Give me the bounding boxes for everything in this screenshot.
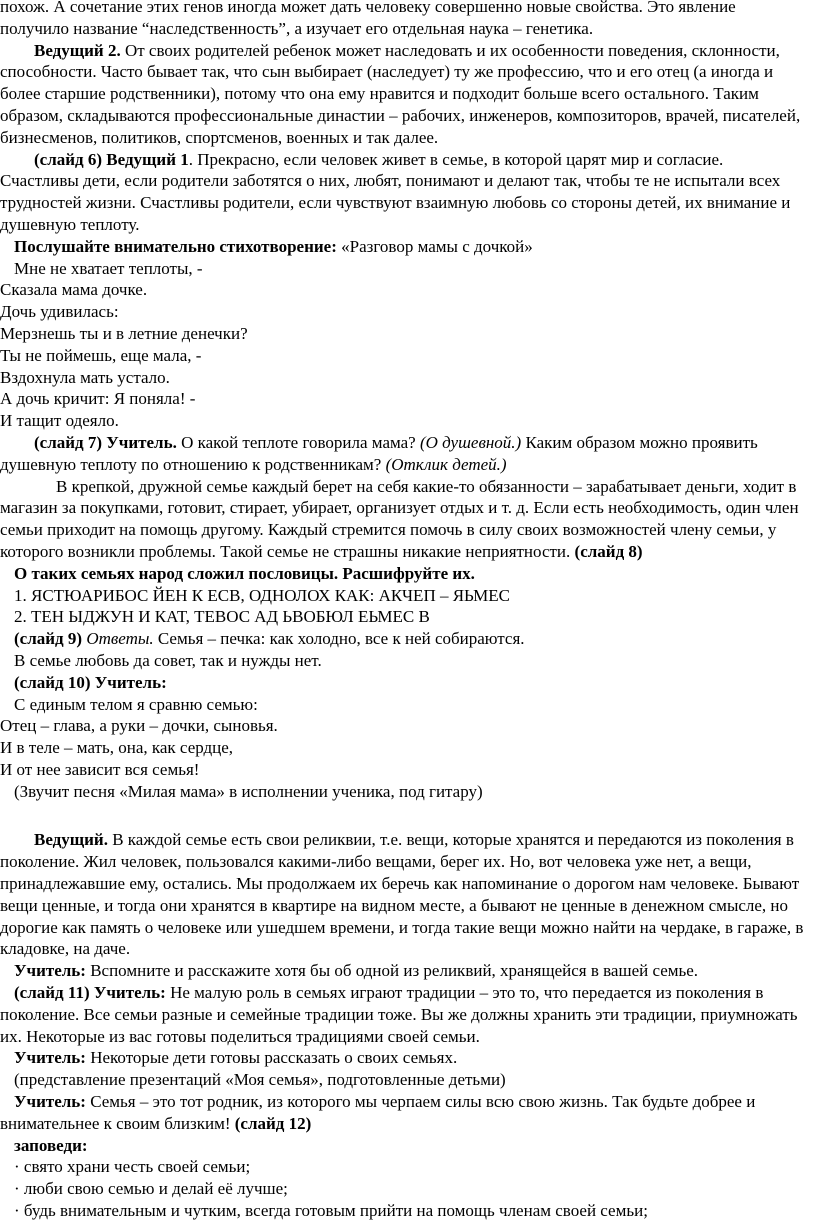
paragraph-family-duties: [0, 476, 816, 563]
paragraph-teacher-relics: [0, 960, 816, 982]
poem-line: Дочь удивилась:: [0, 302, 119, 322]
verse-line: И в теле – мать, она, как сердце,: [0, 738, 234, 758]
stage-direction: (Звучит песня «Милая мама» в исполнении ученика, под гитару): [14, 781, 483, 801]
paragraph-text: Некоторые дети готовы рассказать о своих семьях.: [85, 1048, 458, 1068]
speaker-label: (слайд 7) Учитель.: [34, 432, 177, 452]
paragraph-genetics: [0, 0, 816, 40]
speaker-label: (слайд 6) Ведущий 1: [34, 149, 189, 169]
verse-line: Отец – глава, а руки – дочки, сыновья.: [0, 716, 278, 736]
paragraph-text: От своих родителей ребенок может наследовать и их особенности поведения, склонности, способности. Часто бывает так, что сын выбирает (наследует) ту же профессию, что и его отец (а иногда и более старшие родственники), потому что она ему нравится и подходит больше всего остального. Таким образом, складываются профессиональные династии – рабочих, инженеров, композиторов, врачей, писателей, бизнесменов, политиков, спортсменов, военных и так далее.: [0, 40, 801, 147]
paragraph-slide11: [0, 982, 816, 1047]
paragraph-poem-intro: [0, 236, 816, 258]
speaker-label: Ведущий 2.: [34, 40, 121, 60]
paragraph-teacher-spring: [0, 1091, 816, 1135]
slide-label: (слайд 12): [234, 1113, 312, 1133]
paragraph-slide6: [0, 149, 816, 236]
poem-line: Ты не поймешь, еще мала, -: [0, 345, 202, 365]
poem-line: И тащит одеяло.: [0, 411, 119, 431]
paragraph-answers: [0, 628, 816, 650]
verse-line: С единым телом я сравню семью:: [14, 694, 258, 714]
speaker-label: Ведущий.: [34, 830, 108, 850]
spacer: [0, 802, 816, 824]
paragraph-relics: [0, 829, 816, 960]
paragraph-text: В каждой семье есть свои реликвии, т.е. вещи, которые хранятся и передаются из поколения в поколение. Жил человек, пользовался какими-либо вещами, берег их. Но, вот человека уже нет, а вещи, принадлежавшие ему, остались. Мы продолжаем их беречь как напоминание о дорогом нам человеке. Бывают вещи ценные, и тогда они хранятся в квартире на видном месте, а бывают не ценные в денежном смысле, но дорогие как память о человеке или ушедшем времени, и тогда такие вещи можно найти на чердаке, в гараже, в кладовке, на даче.: [0, 830, 804, 959]
slide-label: (слайд 9): [14, 629, 87, 649]
poem-line: Мне не хватает теплоты, -: [14, 258, 203, 278]
commandments-heading: заповеди:: [14, 1135, 88, 1155]
paragraph-text: похож. А сочетание этих генов иногда может дать человеку совершенно новые свойства. Это явление получило название “наследственность”, а изучает его отдельная наука – генетика.: [0, 0, 736, 38]
paragraph-text: . Прекрасно, если человек живет в семье, в которой царят мир и согласие. Счастливы дети, если родители заботятся о них, любят, понимают и делают так, чтобы те не испытали всех трудностей жизни. Счастливы родители, если чувствуют взаимную любовь со стороны детей, их внимание и душевную теплоту.: [0, 149, 791, 234]
answers-label: Ответы.: [86, 629, 154, 649]
paragraph-host2: [0, 40, 816, 149]
answer-text: (О душевной.): [419, 432, 522, 452]
speaker-label: (слайд 11) Учитель:: [14, 983, 166, 1003]
poem-title: «Разговор мамы с дочкой»: [336, 236, 533, 256]
commandment-item: · будь внимательным и чутким, всегда готовым прийти на помощь членам своей семьи;: [14, 1201, 648, 1221]
answer-text: (Отклик детей.): [385, 454, 507, 474]
stage-direction: (представление презентаций «Моя семья», подготовленные детьми): [14, 1070, 506, 1090]
proverb-cipher: 2. ТЕН ЫДЖУН И КАТ, ТЕВОС АД ЬВОБЮЛ ЕЬМЕС В: [14, 607, 430, 627]
commandment-item: · свято храни честь своей семьи;: [14, 1157, 251, 1177]
proverbs-heading: О таких семьях народ сложил пословицы. Расшифруйте их.: [14, 563, 475, 583]
poem-line: Сказала мама дочке.: [0, 280, 148, 300]
commandment-item: · люби свою семью и делай её лучше;: [14, 1179, 288, 1199]
instruction-label: Послушайте внимательно стихотворение:: [14, 236, 337, 256]
speaker-label: Учитель:: [14, 1092, 86, 1112]
proverb-answer: В семье любовь да совет, так и нужды нет.: [14, 650, 322, 670]
poem-line: А дочь кричит: Я поняла! -: [0, 389, 196, 409]
slide-label: (слайд 8): [574, 541, 643, 561]
poem-line: Вздохнула мать устало.: [0, 367, 170, 387]
paragraph-text: Семья – печка: как холодно, все к ней собираются.: [153, 629, 525, 649]
paragraph-text: Вспомните и расскажите хотя бы об одной из реликвий, хранящейся в вашей семье.: [85, 961, 699, 981]
paragraph-text: Семья – это тот родник, из которого мы черпаем силы всю свою жизнь. Так будьте добрее и внимательнее к своим близким!: [0, 1092, 756, 1133]
paragraph-text: О какой теплоте говорила мама?: [176, 432, 420, 452]
speaker-label: (слайд 10) Учитель:: [14, 672, 167, 692]
speaker-label: Учитель:: [14, 961, 86, 981]
paragraph-text: Не малую роль в семьях играют традиции – это то, что передается из поколения в поколение. Все семьи разные и семейные традиции тоже. Вы же должны хранить эти традиции, приумножать их. Некоторые из вас готовы поделиться традициями своей семьи.: [0, 983, 798, 1046]
proverb-cipher: 1. ЯСТЮАРИБОС ЙЕН К ЕСВ, ОДНОЛОХ КАК: АКЧЕП – ЯЬМЕС: [14, 585, 510, 605]
paragraph-slide7: [0, 432, 816, 476]
poem-line: Мерзнешь ты и в летние денечки?: [0, 323, 248, 343]
paragraph-text: Каким образом можно проявить душевную теплоту по отношению к родственникам?: [0, 432, 758, 474]
verse-line: И от нее зависит вся семья!: [0, 759, 200, 779]
paragraph-text: В крепкой, дружной семье каждый берет на себя какие-то обязанности – зарабатывает деньги, ходит в магазин за покупками, готовит, стирает, убирает, организует отдых и т. д. Если есть необходимость, один член семьи приходит на помощь другому. Каждый стремится помочь в силу своих возможностей члену семьи, у которого возникли проблемы. Такой семье не страшны никакие неприятности.: [0, 476, 799, 561]
paragraph-teacher-families: [0, 1047, 816, 1069]
speaker-label: Учитель:: [14, 1048, 86, 1068]
